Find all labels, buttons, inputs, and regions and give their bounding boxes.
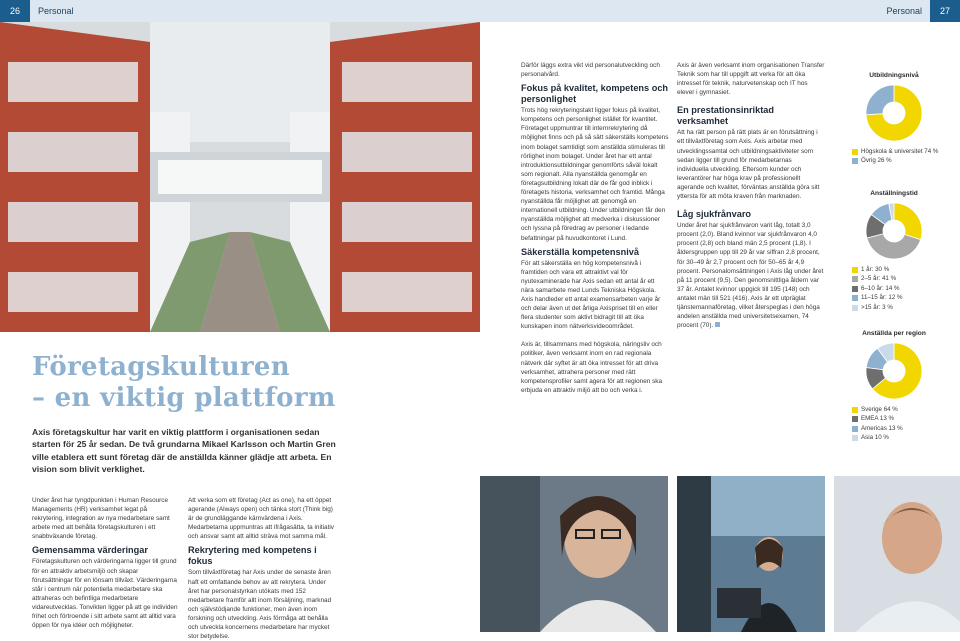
legend-item <box>852 424 950 433</box>
col3-paragraph-0: Därför läggs extra vikt vid personalutveckling och personalvård. <box>521 62 660 79</box>
legend-swatch <box>852 435 858 441</box>
col4-paragraph-1: Att ha rätt person på rätt plats är en förutsättning i ett tillväxtföretag som Axis. Axis arbetar med utvecklingssamtal och utbildningsaktiviteter som sedan ligger till grund för medarbetarnas individuella utveckling. Eftersom kunder och leverantörer har höga krav på professionellt agerande och kvalitet, förväntas anställda göra sitt yttersta för att möta kraven från marknaden. <box>677 129 820 201</box>
legend-label: Högskola & universitet 74 % <box>861 148 939 155</box>
chart-region-pie <box>864 341 924 401</box>
chart-tenure-title: Anställningstid <box>870 190 918 197</box>
col4-heading-2: Låg sjukfrånvaro <box>677 209 752 220</box>
col2-paragraph-1: Att verka som ett företag (Act as one), ha ett öppet agerande (Always open) och tänka stort (Think big) är de grundläggande kärnvärdena i Axis. Medarbetarna uppmuntras att ifrågasätta, ta initiativ och ansvar samt att alltid sträva mot samma mål. <box>188 497 334 541</box>
section-label-left: Personal <box>38 6 74 16</box>
page-number-left: 26 <box>0 0 30 22</box>
headline-line-1: Företagskulturen <box>32 352 290 382</box>
legend-label: >15 år: 3 % <box>861 303 893 311</box>
legend-swatch <box>852 305 858 311</box>
legend-label: 2–5 år: 41 % <box>861 275 897 283</box>
legend-label: EMEA 13 % <box>861 415 895 423</box>
col4-paragraph-2 <box>677 221 825 330</box>
chart-education <box>838 72 950 166</box>
pie-slice <box>867 234 921 259</box>
legend-label: 1 år: 30 % <box>861 266 890 273</box>
legend-swatch <box>852 149 858 155</box>
chart-tenure <box>838 190 950 312</box>
section-label-right: Personal <box>886 6 922 16</box>
legend-item <box>852 293 950 302</box>
employee-photo-woman-glasses <box>480 476 668 632</box>
article-headline <box>32 352 472 414</box>
legend-item <box>852 303 950 312</box>
legend-swatch <box>852 286 858 292</box>
chart-tenure-pie <box>864 201 924 261</box>
legend-swatch <box>852 407 858 413</box>
col2-paragraph-2: Som tillväxtföretag har Axis under de senaste åren haft ett omfattande behov av att rekrytera. Under året har personalstyrkan utökats med 152 medarbetare framför allt inom försäljning, marknad och självstödjande funktioner, men även inom forskning och utveckling. Axis förmåga att behålla och utveckla koncernens medarbetare har mycket stor betydelse. <box>188 569 332 641</box>
legend-label: 11–15 år: 12 % <box>861 294 903 302</box>
chart-education-legend <box>838 147 950 166</box>
col1-paragraph-1: Under året har tyngdpunkten i Human Resource Managements (HR) verksamhet legat på rekrytering, integration av nya medarbetare samt arbete med att behålla företagskulturen i ett snabbväxande företag. <box>32 497 170 541</box>
col4-paragraph-0: Axis är även verksamt inom organisationen Transfer Teknik som har till uppgift att verka för att öka intresset för teknik, naturvetenskap och IT hos elever i gymnasiet. <box>677 62 825 97</box>
legend-item <box>852 284 950 293</box>
legend-swatch <box>852 295 858 301</box>
legend-swatch <box>852 416 858 422</box>
legend-label: Övrig 26 % <box>861 157 892 165</box>
article-ingress: Axis företagskultur har varit en viktig plattform i organisationen sedan starten för 25 år sedan. De två grundarna Mikael Karlsson och Martin Gren ville etablera ett sunt företag där de anställda känner glädje att arbeta. En vision som blivit verklighet. <box>32 427 336 475</box>
legend-swatch <box>852 158 858 164</box>
pie-slice <box>866 85 894 115</box>
legend-swatch <box>852 267 858 273</box>
chart-region-title: Anställda per region <box>862 330 926 337</box>
legend-item <box>852 156 950 165</box>
text-column-2 <box>188 496 336 641</box>
chart-tenure-legend <box>838 265 950 312</box>
building-photo <box>0 22 480 332</box>
employee-photo-office <box>677 476 825 632</box>
legend-swatch <box>852 276 858 282</box>
legend-label: Sverige 64 % <box>861 406 898 413</box>
text-column-4 <box>677 61 825 330</box>
page-number-right: 27 <box>930 0 960 22</box>
col3-paragraph-3: Axis är, tillsammans med högskola, näringsliv och politiker, även verksamt inom en rad regionala nätverk där syftet är att öka intresset för att driva verksamhet, attrahera personer med rätt kompetensprofiler samt agera för att regionen ska erbjuda en attraktiv miljö att bo och verka i. <box>521 341 663 394</box>
chart-region <box>838 330 950 443</box>
legend-label: Asia 10 % <box>861 434 889 442</box>
col3-heading-1: Fokus på kvalitet, kompetens och personlighet <box>521 83 669 105</box>
legend-item <box>852 147 950 156</box>
col4-paragraph-2-text: Under året har sjukfrånvaron varit låg, totalt 3,0 procent (2,0). Bland kvinnor var sjukfrånvaron 4,0 procent (2,8) och bland män 2,5 procent (1,8). I åldersgruppen upp till 29 år var siffran 2,8 procent, för 30–49 år 2,7 procent och för 50–65 år 4,9 procent. Personalomsättningen i Axis låg under året på 11 procent (9,5). Den genomsnittliga åldern var 37 år. Antalet kvinnor uppgick till 195 (148) och antalet män till 521 (416). Axis är ett utpräglat tjänstemannaföretag, vilket återspeglas i den höga andelen anställda med universitetsexamen, 74 procent (70). <box>677 222 824 330</box>
col1-heading-1: Gemensamma värderingar <box>32 545 148 556</box>
chart-region-legend <box>838 405 950 443</box>
legend-item <box>852 265 950 274</box>
col2-heading-1: Rekrytering med kompetens i fokus <box>188 545 317 567</box>
text-column-1 <box>32 496 180 630</box>
pie-slice <box>894 203 922 240</box>
chart-education-title: Utbildningsnivå <box>869 72 919 79</box>
legend-item <box>852 433 950 442</box>
col4-heading-1: En prestationsinriktad verksamhet <box>677 105 774 127</box>
text-column-3 <box>521 61 669 395</box>
headline-line-2: – en viktig plattform <box>32 383 336 413</box>
legend-item <box>852 414 950 423</box>
end-mark-icon <box>715 322 720 327</box>
legend-item <box>852 274 950 283</box>
col3-heading-2: Säkerställa kompetensnivå <box>521 246 639 257</box>
col3-paragraph-1: Trots hög rekryteringstakt ligger fokus på kvalitet, kompetens och personlighet istället för kvantitet. Företaget uppmuntrar till internrekrytering då möjlighet finns och på så sätt säkerställs kompetens inom bolaget samtidigt som anställda stimuleras till rörlighet inom bolaget. Under året har ett antal introduktionsutbildningar genomförts såväl lokalt som regionalt. Alla nyanställda genomgår en företagsutbildning lokalt där de får god inblick i företagets historia, verksamhet och framtid. Många nyanställda får möjlighet att genomgå en internationell utbildning. Under utbildningen får den nyanställda möjlighet att medverka i diskussioner och lyssna på föredrag av personer i ledande befattningar på huvudkontoret i Lund. <box>521 107 669 242</box>
legend-label: 6–10 år: 14 % <box>861 284 900 292</box>
header-bar <box>0 0 960 22</box>
col3-paragraph-2: För att säkerställa en hög kompetensnivå i framtiden och vara ett attraktivt val för nyutexaminerade har Axis sedan ett antal år ett nära samarbete med Lunds Tekniska Högskola. Axis handleder ett antal examensarbeten varje år och delar även ut det årliga Axispriset till en eller flera studenter som aktivt bidragit till att öka kunskapen inom nätverksvideoområdet. <box>521 259 661 331</box>
employee-photo-man <box>834 476 960 632</box>
chart-education-pie <box>864 83 924 143</box>
legend-swatch <box>852 426 858 432</box>
legend-label: Americas 13 % <box>861 424 903 432</box>
col1-paragraph-2: Företagskulturen och värderingarna ligger till grund för en attraktiv arbetsmiljö och skapar förutsättningar för en lönsam tillväxt. Värderingarna står i centrum när potentiella medarbetare ska attraheras och befintliga medarbetare vidareutvecklas. Tonvikten ligger på att ge individen frihet och förtroende i sitt arbete samt att alltid vara öppen för nya idéer och möjligheter. <box>32 558 178 630</box>
legend-item <box>852 405 950 414</box>
